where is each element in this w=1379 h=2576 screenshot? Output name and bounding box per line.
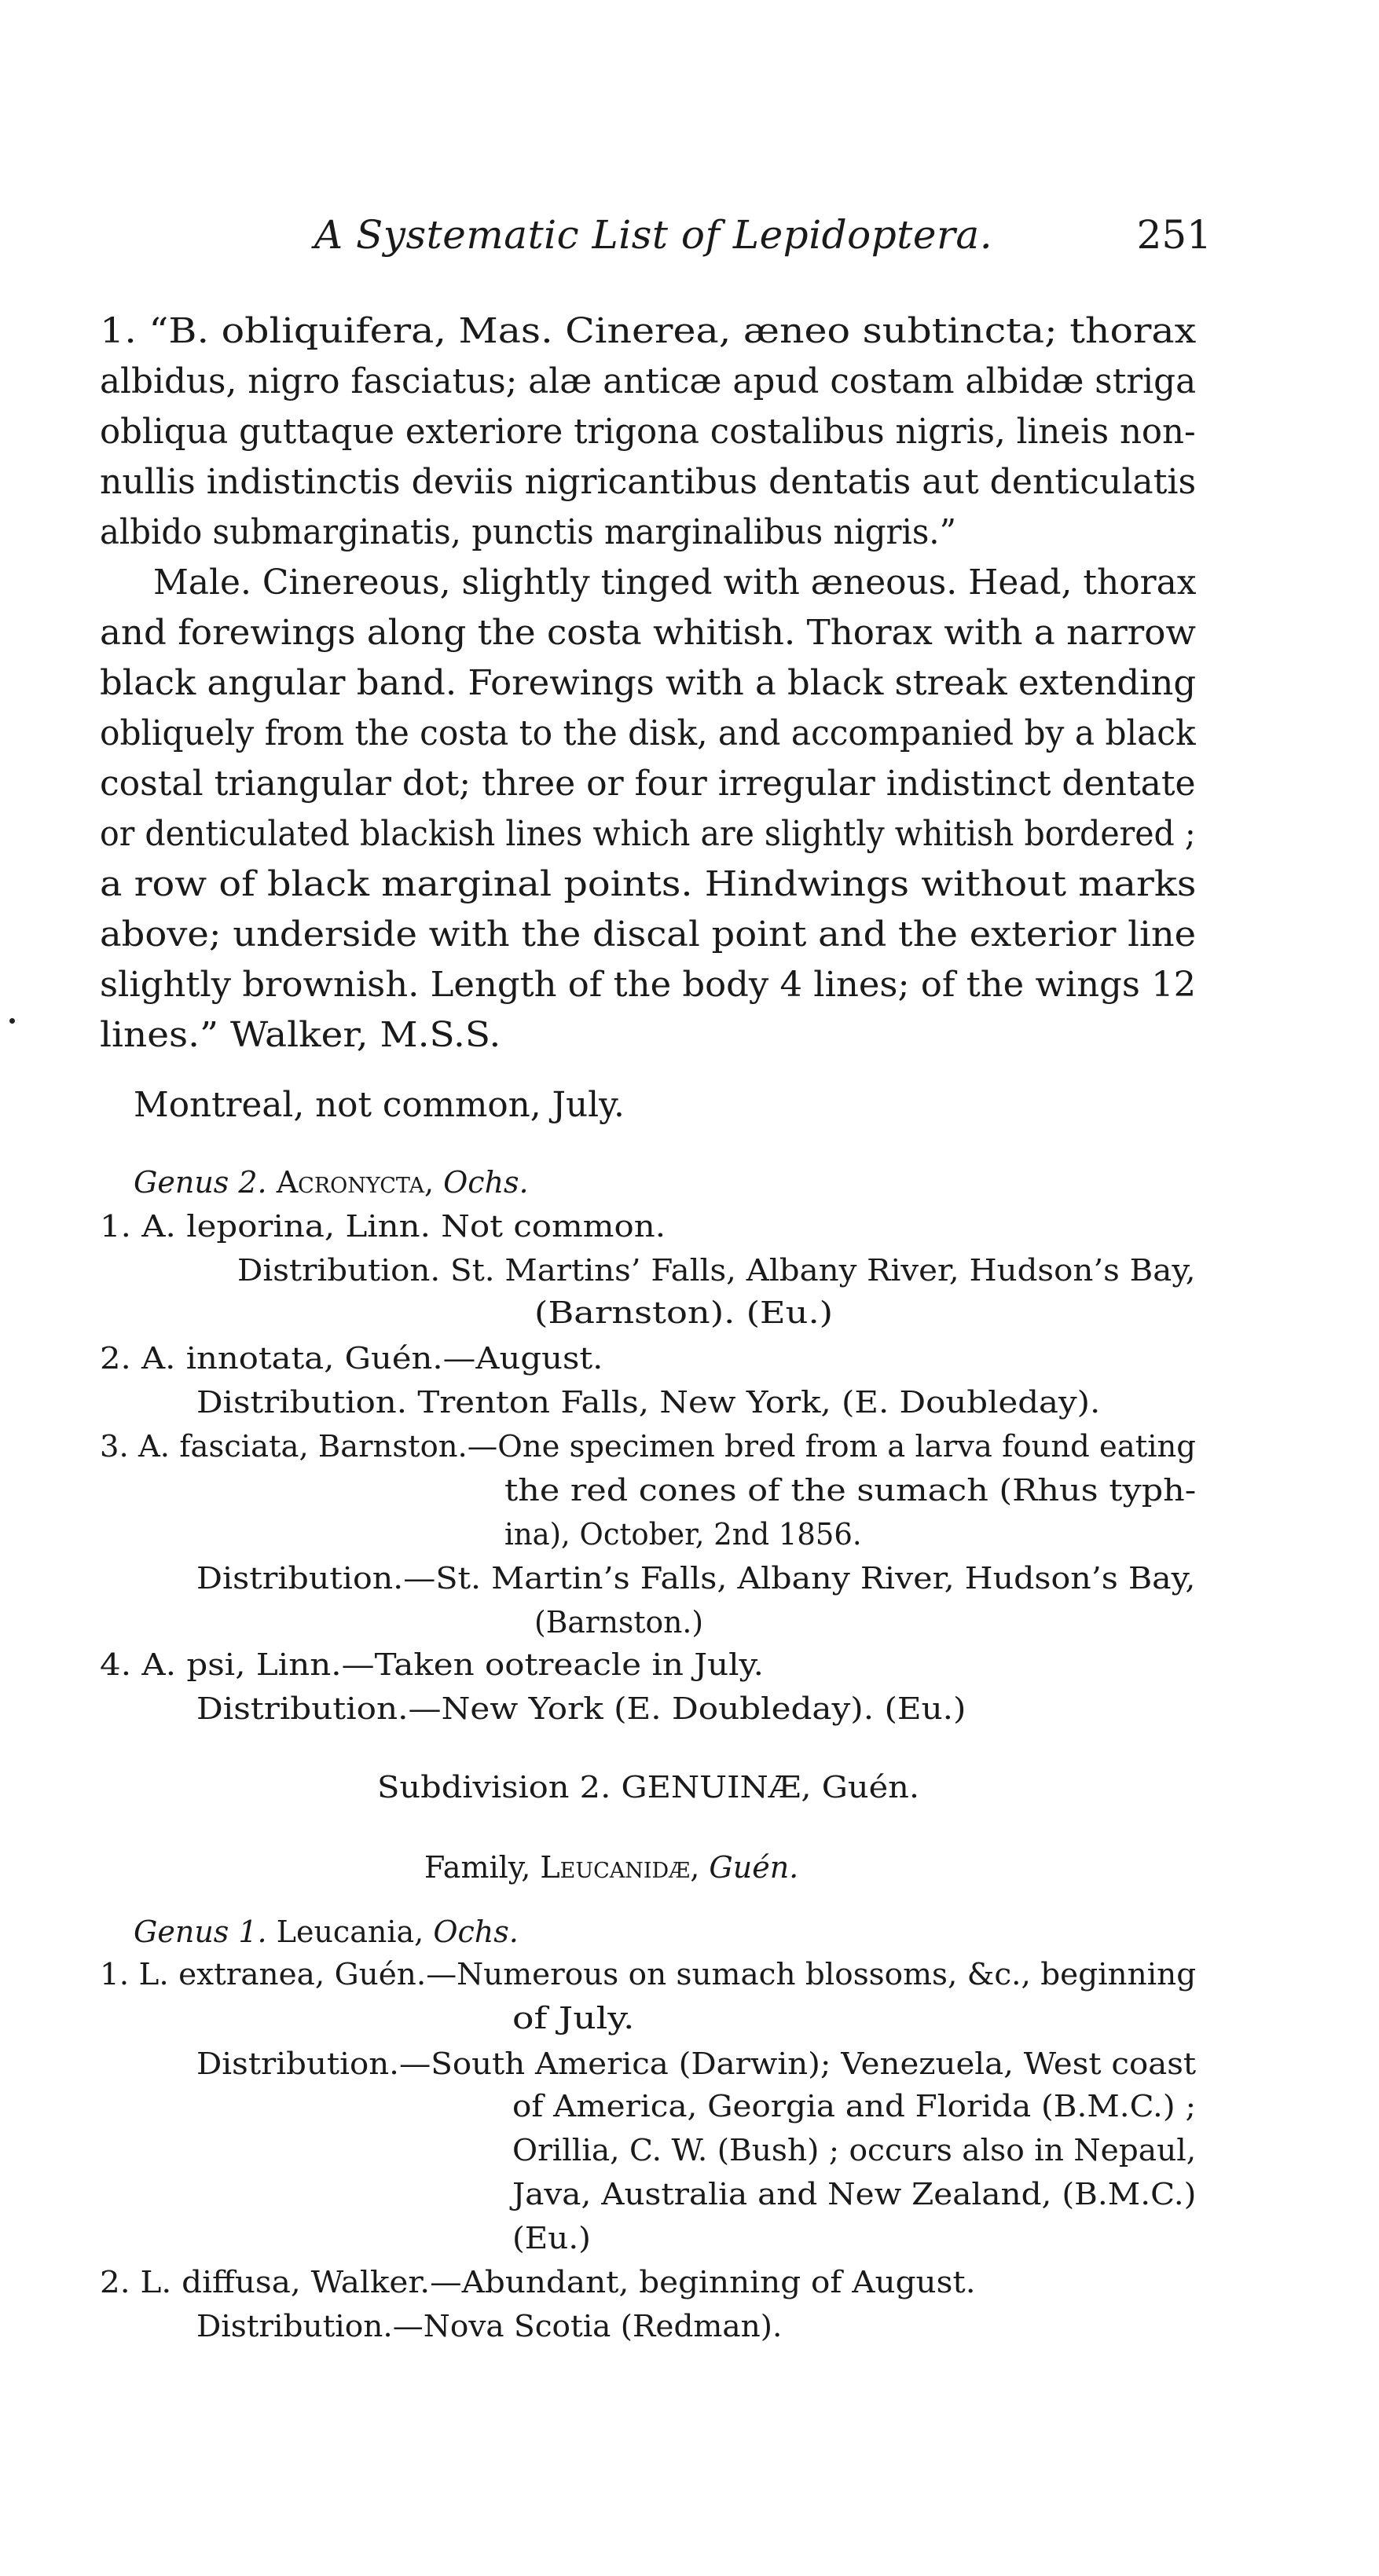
genus-name: Acronycta, — [276, 1165, 435, 1200]
leucania-dist-2: Distribution.—Nova Scotia (Redman). — [196, 2309, 783, 2343]
latin-line-3: obliqua guttaque exteriore trigona costalibus nigris, lineis non- — [100, 412, 1196, 452]
genus-name: Leucania, — [276, 1915, 424, 1949]
male-line-4: obliquely from the costa to the disk, and accompanied by a black — [100, 713, 1196, 753]
male-line-9: slightly brownish. Length of the body 4 lines; of the wings 12 — [100, 965, 1197, 1005]
leucania-dist-1: Distribution.—South America (Darwin); Venezuela, West coast — [196, 2047, 1197, 2081]
acronycta-dist-1: Distribution. St. Martins’ Falls, Albany River, Hudson’s Bay, — [237, 1253, 1196, 1288]
genus-label: Genus 2. — [134, 1165, 267, 1200]
acronycta-entry-3: 3. A. fasciata, Barnston.—One specimen bred from a larva found eating — [100, 1429, 1196, 1464]
subdivision-heading: Subdivision 2. GENUINÆ, Guén. — [377, 1770, 920, 1805]
genus-leucania-heading — [134, 1917, 519, 1947]
running-title: A Systematic List of Lepidoptera. — [314, 212, 993, 258]
genus-acronycta-heading — [134, 1165, 529, 1200]
acronycta-entry-4: 4. A. psi, Linn.—Taken ootreacle in July. — [100, 1647, 765, 1682]
page-number: 251 — [1136, 212, 1212, 258]
male-line-10: lines.” Walker, M.S.S. — [100, 1015, 501, 1055]
acronycta-dist-4: Distribution.—New York (E. Doubleday). (Eu.) — [196, 1691, 966, 1726]
family-name: Leucanidæ, — [540, 1850, 700, 1885]
genus-author: Ochs. — [433, 1915, 519, 1949]
acronycta-entry-2: 2. A. innotata, Guén.—August. — [100, 1341, 603, 1376]
locality-note: Montreal, not common, July. — [134, 1085, 625, 1125]
acronycta-dist-2: Distribution. Trenton Falls, New York, (E. Doubleday). — [196, 1385, 1101, 1420]
leucania-dist-1c: Orillia, C. W. (Bush) ; occurs also in Nepaul, — [512, 2133, 1197, 2167]
leucania-entry-1: 1. L. extranea, Guén.—Numerous on sumach blossoms, &c., beginning — [100, 1957, 1197, 1992]
latin-line-1: 1. “B. obliquifera, Mas. Cinerea, æneo subtincta; thorax — [100, 311, 1197, 351]
margin-dot — [9, 1018, 15, 1024]
male-line-3: black angular band. Forewings with a black streak extending — [100, 663, 1197, 703]
male-line-5: costal triangular dot; three or four irregular indistinct dentate — [100, 764, 1196, 804]
acronycta-dist-3: Distribution.—St. Martin’s Falls, Albany River, Hudson’s Bay, — [196, 1561, 1196, 1596]
genus-label: Genus 1. — [134, 1915, 267, 1949]
male-line-2: and forewings along the costa whitish. Thorax with a narrow — [100, 613, 1197, 653]
leucania-entry-2: 2. L. diffusa, Walker.—Abundant, beginning of August. — [100, 2265, 976, 2299]
leucania-dist-1b: of America, Georgia and Florida (B.M.C.) ; — [512, 2089, 1197, 2123]
family-author: Guén. — [709, 1850, 799, 1885]
male-line-8: above; underside with the discal point and the exterior line — [100, 914, 1197, 955]
acronycta-dist-3b: (Barnston.) — [534, 1605, 704, 1640]
male-line-7: a row of black marginal points. Hindwings without marks — [100, 864, 1197, 904]
leucania-entry-1b: of July. — [512, 2001, 635, 2036]
latin-line-2: albidus, nigro fasciatus; alæ anticæ apud costam albidæ striga — [100, 361, 1197, 401]
leucania-dist-1d: Java, Australia and New Zealand, (B.M.C.) — [512, 2177, 1197, 2211]
family-label: Family, — [424, 1850, 531, 1885]
male-line-6: or denticulated blackish lines which are slightly whitish bordered ; — [100, 814, 1196, 854]
leucania-dist-1e: (Eu.) — [512, 2221, 591, 2255]
latin-line-4: nullis indistinctis deviis nigricantibus dentatis aut denticulatis — [100, 462, 1197, 502]
genus-author: Ochs. — [443, 1165, 529, 1200]
acronycta-entry-3b: the red cones of the sumach (Rhus typh- — [504, 1473, 1197, 1508]
latin-line-5: albido submarginatis, punctis marginalibus nigris.” — [100, 512, 956, 552]
acronycta-entry-3c: ina), October, 2nd 1856. — [504, 1517, 862, 1552]
acronycta-entry-1: 1. A. leporina, Linn. Not common. — [100, 1209, 666, 1244]
male-line-1: Male. Cinereous, slightly tinged with æneous. Head, thorax — [153, 562, 1197, 603]
family-heading — [424, 1850, 799, 1885]
acronycta-dist-1b: (Barnston). (Eu.) — [534, 1295, 834, 1330]
